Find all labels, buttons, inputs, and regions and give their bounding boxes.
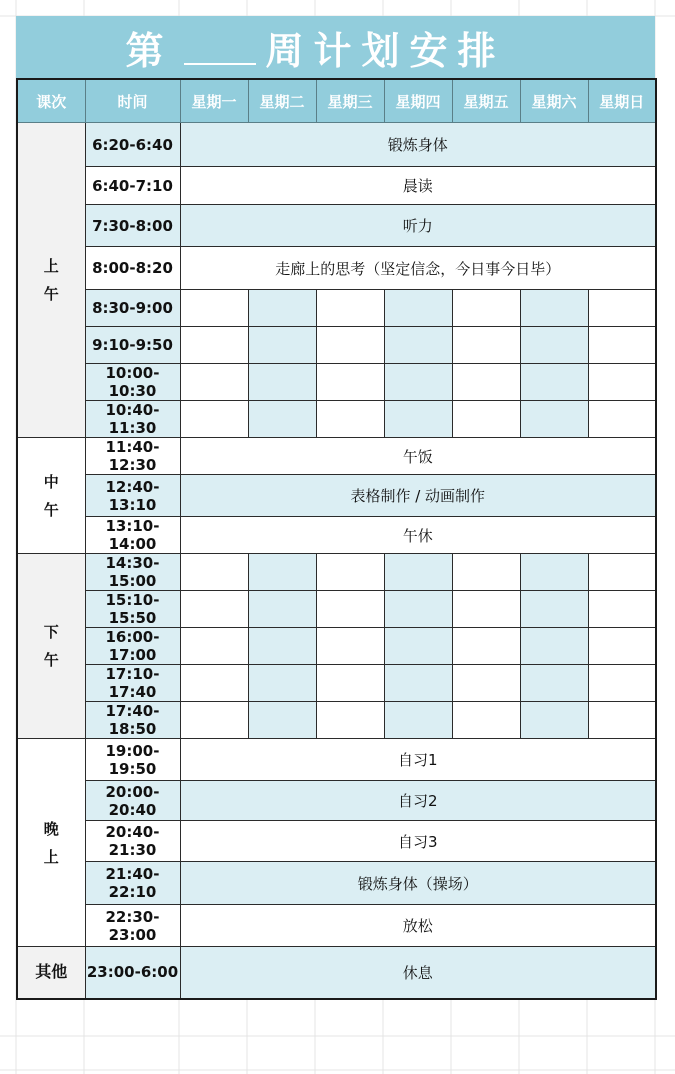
period-char: 晚: [43, 819, 59, 838]
period-noon[interactable]: [17, 438, 85, 554]
table-row: [17, 739, 656, 781]
header-period[interactable]: 课次: [17, 79, 85, 123]
table-row: [17, 290, 656, 327]
time-cell[interactable]: 6:40-7:10: [85, 167, 180, 205]
header-thu[interactable]: 星期四: [384, 79, 452, 123]
table-row: [17, 247, 656, 290]
activity-cell[interactable]: 锻炼身体: [180, 123, 656, 167]
table-row: [17, 821, 656, 862]
day-cell[interactable]: [588, 554, 656, 591]
day-cell[interactable]: [316, 702, 384, 739]
table-row: [17, 167, 656, 205]
day-cell[interactable]: [180, 665, 248, 702]
time-cell[interactable]: 17:40-18:50: [85, 702, 180, 739]
header-wed[interactable]: 星期三: [316, 79, 384, 123]
table-row: [17, 438, 656, 475]
day-cell[interactable]: [180, 554, 248, 591]
activity-cell[interactable]: 午饭: [180, 438, 656, 475]
day-cell[interactable]: [316, 327, 384, 364]
day-cell[interactable]: [520, 364, 588, 401]
day-cell[interactable]: [180, 327, 248, 364]
day-cell[interactable]: [520, 665, 588, 702]
table-row: [17, 327, 656, 364]
period-afternoon[interactable]: [17, 554, 85, 739]
week-number-blank[interactable]: [184, 29, 256, 65]
day-cell[interactable]: [452, 327, 520, 364]
day-cell[interactable]: [520, 591, 588, 628]
time-cell[interactable]: 12:40-13:10: [85, 475, 180, 517]
header-time[interactable]: 时间: [85, 79, 180, 123]
table-row: [17, 947, 656, 999]
activity-cell[interactable]: 晨读: [180, 167, 656, 205]
time-cell[interactable]: 10:40-11:30: [85, 401, 180, 438]
period-char: 下: [43, 623, 59, 641]
time-cell[interactable]: 22:30-23:00: [85, 905, 180, 947]
time-cell[interactable]: 9:10-9:50: [85, 327, 180, 364]
activity-cell[interactable]: 休息: [180, 947, 656, 999]
day-cell[interactable]: [384, 628, 452, 665]
day-cell[interactable]: [520, 290, 588, 327]
period-other[interactable]: 其他: [17, 947, 85, 999]
table-row: [17, 475, 656, 517]
day-cell[interactable]: [588, 665, 656, 702]
schedule-table: [16, 78, 657, 1000]
day-cell[interactable]: [180, 290, 248, 327]
period-char: 上: [43, 257, 59, 275]
time-cell[interactable]: 17:10-17:40: [85, 665, 180, 702]
table-row: [17, 862, 656, 905]
time-cell[interactable]: 6:20-6:40: [85, 123, 180, 167]
table-row: [17, 781, 656, 821]
day-cell[interactable]: [180, 401, 248, 438]
header-sun[interactable]: 星期日: [588, 79, 656, 123]
day-cell[interactable]: [452, 290, 520, 327]
day-cell[interactable]: [180, 591, 248, 628]
time-cell[interactable]: 21:40-22:10: [85, 862, 180, 905]
period-char: 上: [43, 847, 59, 866]
day-cell[interactable]: [316, 364, 384, 401]
day-cell[interactable]: [452, 591, 520, 628]
day-cell[interactable]: [452, 665, 520, 702]
activity-cell[interactable]: 午休: [180, 517, 656, 554]
header-tue[interactable]: 星期二: [248, 79, 316, 123]
day-cell[interactable]: [452, 401, 520, 438]
table-row: [17, 554, 656, 591]
header-row: [17, 79, 656, 123]
day-cell[interactable]: [452, 702, 520, 739]
time-cell[interactable]: 8:00-8:20: [85, 247, 180, 290]
day-cell[interactable]: [316, 665, 384, 702]
header-fri[interactable]: 星期五: [452, 79, 520, 123]
day-cell[interactable]: [588, 364, 656, 401]
day-cell[interactable]: [384, 665, 452, 702]
day-cell[interactable]: [384, 364, 452, 401]
period-char: 午: [43, 651, 59, 669]
day-cell[interactable]: [316, 401, 384, 438]
day-cell[interactable]: [180, 702, 248, 739]
day-cell[interactable]: [248, 665, 316, 702]
day-cell[interactable]: [316, 290, 384, 327]
time-cell[interactable]: 14:30-15:00: [85, 554, 180, 591]
time-cell[interactable]: 20:00-20:40: [85, 781, 180, 821]
day-cell[interactable]: [520, 702, 588, 739]
day-cell[interactable]: [520, 628, 588, 665]
time-cell[interactable]: 13:10-14:00: [85, 517, 180, 554]
day-cell[interactable]: [520, 554, 588, 591]
page-title: [16, 16, 655, 78]
day-cell[interactable]: [316, 554, 384, 591]
day-cell[interactable]: [384, 554, 452, 591]
day-cell[interactable]: [248, 401, 316, 438]
day-cell[interactable]: [384, 290, 452, 327]
day-cell[interactable]: [248, 554, 316, 591]
table-row: [17, 628, 656, 665]
time-cell[interactable]: 15:10-15:50: [85, 591, 180, 628]
table-row: [17, 905, 656, 947]
day-cell[interactable]: [248, 628, 316, 665]
day-cell[interactable]: [384, 327, 452, 364]
day-cell[interactable]: [384, 591, 452, 628]
day-cell[interactable]: [316, 628, 384, 665]
header-mon[interactable]: 星期一: [180, 79, 248, 123]
activity-cell[interactable]: 锻炼身体（操场）: [180, 862, 656, 905]
schedule-sheet: [16, 16, 655, 1000]
day-cell[interactable]: [248, 591, 316, 628]
activity-cell[interactable]: 走廊上的思考（坚定信念，今日事今日毕）: [180, 247, 656, 290]
period-char: 中: [43, 472, 59, 491]
title-suffix: 周计划安排: [265, 28, 506, 73]
table-row: [17, 364, 656, 401]
header-sat[interactable]: 星期六: [520, 79, 588, 123]
time-cell[interactable]: 23:00-6:00: [85, 947, 180, 999]
period-char: 午: [43, 285, 59, 303]
day-cell[interactable]: [588, 702, 656, 739]
day-cell[interactable]: [248, 327, 316, 364]
day-cell[interactable]: [248, 364, 316, 401]
activity-cell[interactable]: 放松: [180, 905, 656, 947]
time-cell[interactable]: 11:40-12:30: [85, 438, 180, 475]
day-cell[interactable]: [520, 401, 588, 438]
time-cell[interactable]: 16:00-17:00: [85, 628, 180, 665]
table-row: [17, 665, 656, 702]
time-cell[interactable]: 10:00-10:30: [85, 364, 180, 401]
period-evening[interactable]: [17, 739, 85, 947]
title-prefix: 第: [125, 28, 174, 73]
period-char: 午: [43, 500, 59, 519]
day-cell[interactable]: [588, 401, 656, 438]
day-cell[interactable]: [384, 401, 452, 438]
table-row: [17, 123, 656, 167]
day-cell[interactable]: [588, 628, 656, 665]
time-cell[interactable]: 19:00-19:50: [85, 739, 180, 781]
day-cell[interactable]: [248, 702, 316, 739]
period-morning[interactable]: [17, 123, 85, 438]
table-row: [17, 205, 656, 247]
day-cell[interactable]: [452, 554, 520, 591]
time-cell[interactable]: 7:30-8:00: [85, 205, 180, 247]
table-row: [17, 591, 656, 628]
day-cell[interactable]: [180, 628, 248, 665]
day-cell[interactable]: [452, 628, 520, 665]
table-row: [17, 702, 656, 739]
time-cell[interactable]: 20:40-21:30: [85, 821, 180, 862]
day-cell[interactable]: [384, 702, 452, 739]
table-row: [17, 517, 656, 554]
day-cell[interactable]: [180, 364, 248, 401]
day-cell[interactable]: [316, 591, 384, 628]
activity-cell[interactable]: 自习2: [180, 781, 656, 821]
table-row: [17, 401, 656, 438]
day-cell[interactable]: [588, 290, 656, 327]
time-cell[interactable]: 8:30-9:00: [85, 290, 180, 327]
activity-cell[interactable]: 听力: [180, 205, 656, 247]
activity-cell[interactable]: 自习1: [180, 739, 656, 781]
day-cell[interactable]: [520, 327, 588, 364]
activity-cell[interactable]: 自习3: [180, 821, 656, 862]
day-cell[interactable]: [452, 364, 520, 401]
day-cell[interactable]: [588, 591, 656, 628]
activity-cell[interactable]: 表格制作 / 动画制作: [180, 475, 656, 517]
day-cell[interactable]: [248, 290, 316, 327]
day-cell[interactable]: [588, 327, 656, 364]
